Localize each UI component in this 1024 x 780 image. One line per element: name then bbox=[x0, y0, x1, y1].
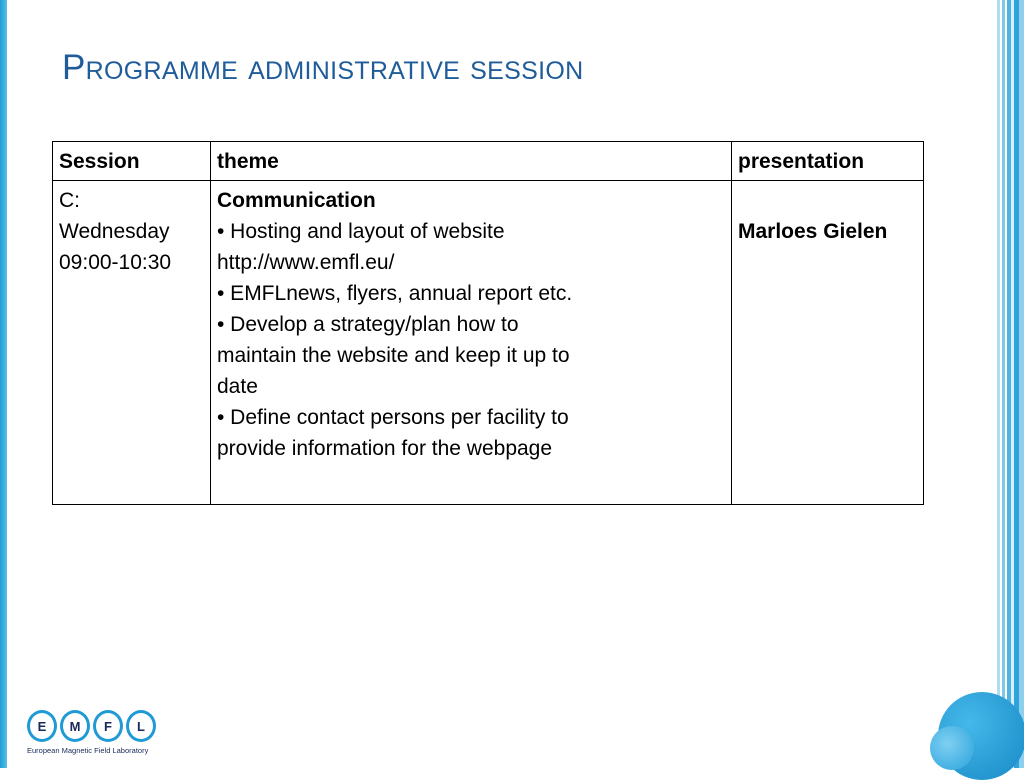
session-line: C: bbox=[59, 189, 80, 212]
logo-letter: F bbox=[93, 710, 123, 742]
theme-cell bbox=[211, 181, 732, 505]
session-line: 09:00-10:30 bbox=[59, 251, 172, 274]
theme-line: maintain the website and keep it up to bbox=[217, 344, 570, 367]
table-header-row bbox=[53, 142, 924, 181]
theme-title: Communication bbox=[217, 189, 376, 212]
theme-line: • Develop a strategy/plan how to bbox=[217, 313, 519, 336]
presenter-name: Marloes Gielen bbox=[738, 220, 888, 243]
logo-letter: L bbox=[126, 710, 156, 742]
theme-line: date bbox=[217, 375, 258, 398]
programme-table-wrapper bbox=[52, 141, 924, 505]
logo-letters bbox=[27, 710, 156, 742]
table-row bbox=[53, 181, 924, 505]
presentation-cell bbox=[732, 181, 924, 505]
session-line: Wednesday bbox=[59, 220, 170, 243]
logo-letter: E bbox=[27, 710, 57, 742]
theme-line: • Hosting and layout of website bbox=[217, 220, 505, 243]
theme-line: provide information for the webpage bbox=[217, 437, 553, 460]
slide-title: Programme administrative session bbox=[62, 48, 584, 87]
right-decorative-stripes bbox=[996, 0, 1024, 768]
logo-letter: M bbox=[60, 710, 90, 742]
session-cell bbox=[53, 181, 211, 505]
emfl-logo bbox=[27, 710, 187, 758]
header-presentation: presentation bbox=[732, 142, 924, 181]
logo-tagline: European Magnetic Field Laboratory bbox=[27, 746, 149, 755]
programme-table bbox=[52, 141, 924, 505]
presentation-spacer bbox=[738, 185, 917, 216]
header-theme: theme bbox=[211, 142, 732, 181]
left-accent-bar bbox=[0, 0, 7, 768]
header-session: Session bbox=[53, 142, 211, 181]
theme-line: http://www.emfl.eu/ bbox=[217, 251, 395, 274]
theme-line: • Define contact persons per facility to bbox=[217, 406, 569, 429]
decorative-circle-small bbox=[930, 726, 974, 770]
theme-line: • EMFLnews, flyers, annual report etc. bbox=[217, 282, 573, 305]
